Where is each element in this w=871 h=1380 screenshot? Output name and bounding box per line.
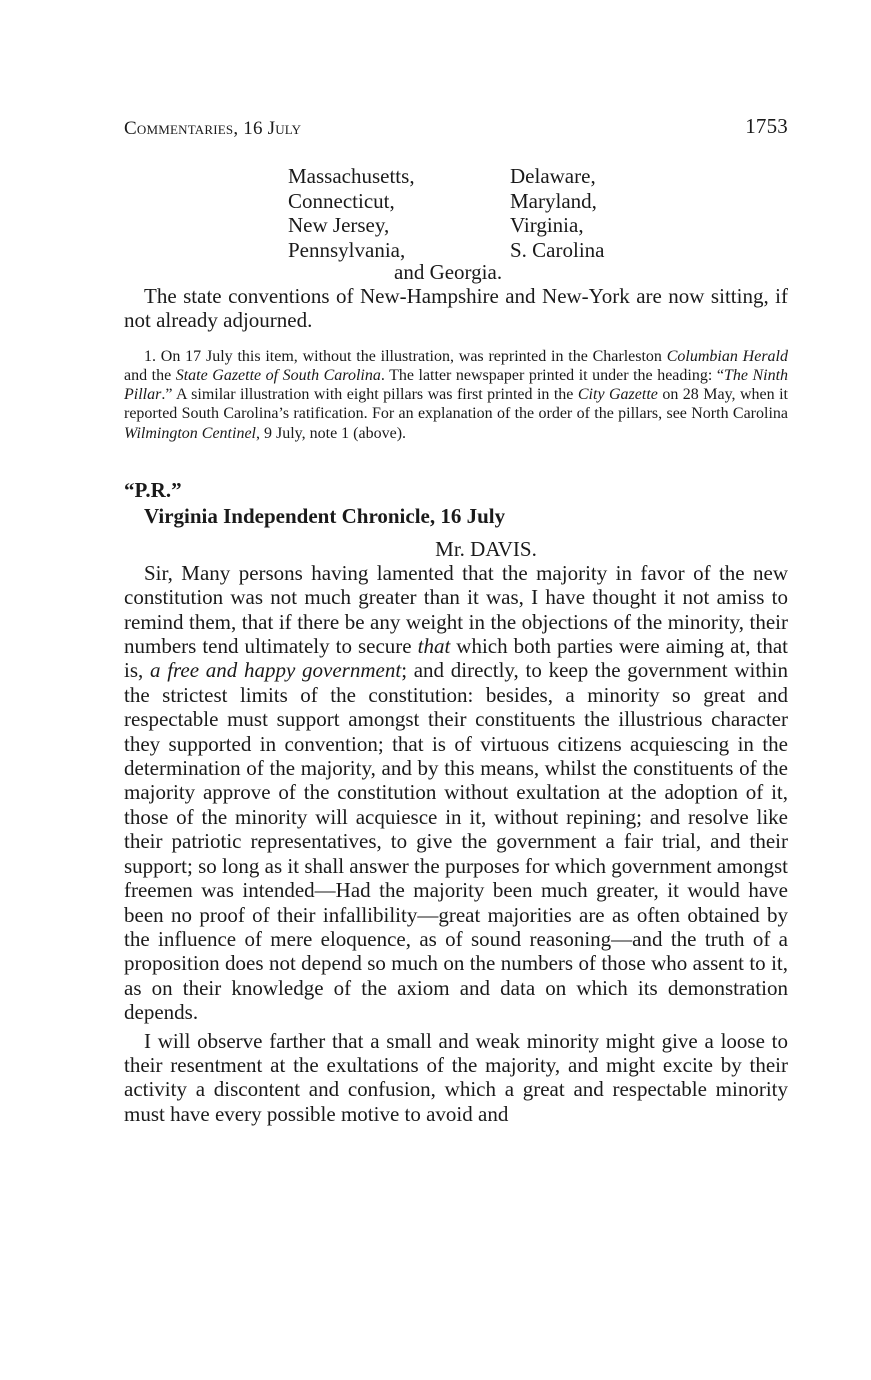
states-list: [124, 164, 788, 284]
states-column-left: [288, 164, 415, 262]
state-item: Connecticut,: [288, 188, 395, 213]
state-item: Virginia,: [510, 213, 584, 237]
state-item: Pennsylvania,: [288, 237, 406, 262]
section-source: Virginia Independent Chronicle, 16 July: [144, 503, 506, 528]
salutation: Mr. DAVIS.: [435, 536, 537, 561]
states-column-right: [510, 164, 605, 262]
closing-paragraph: The state conventions of New-Hampshire and New-York are now sitting, if not already adjourned.: [124, 284, 788, 333]
state-item: Massachusetts,: [288, 164, 415, 188]
letter-paragraph-1: Sir, Many persons having lamented that the majority in favor of the new constitution was not much greater than it was, I have thought it not amiss to remind them, that if there be any weight in the objections of the minority, their numbers tend ultimately to secure that which both parties were aiming at, that is, a free and happy government; and directly, to keep the government within the strictest limits of the constitution: besides, a minority so great and respectable must support amongst their constituents the illustrious character they supported in convention; that is of virtuous citizens acquiescing in the determination of the majority, and by this means, whilst the constituents of the majority approve of the constitution without exultation at the adoption of it, those of the minority will acquiesce in it, without repining; and resolve like their patriotic representatives, to give the government a fair trial, and their support; so long as it shall answer the purposes for which government amongst freemen was intended—Had the majority been much greater, it would have been no proof of their infallibility—great majorities are as often obtained by the influence of mere eloquence, as of sound reasoning—and the truth of a proposition does not depend so much on the numbers of those who assent to it, as on their knowledge of the axiom and data on which its demonstration depends.: [124, 560, 788, 1025]
state-item: S. Carolina: [510, 237, 605, 262]
footnote: 1. On 17 July this item, without the illustration, was reprinted in the Charleston Columbian Herald and the State Gazette of South Carolina. The latter newspaper printed it under the heading: “The Ninth Pillar.” A similar illustration with eight pillars was first printed in the City Gazette on 28 May, when it reported South Carolina’s ratification. For an explanation of the order of the pillars, see North Carolina Wilmington Centinel, 9 July, note 1 (above).: [124, 347, 789, 442]
running-head: [124, 112, 788, 148]
section-heading: [124, 477, 788, 529]
section-author: “P.R.”: [124, 477, 182, 502]
state-item: Delaware,: [510, 164, 596, 188]
running-head-title: Commentaries, 16 July: [124, 118, 302, 139]
state-item: New Jersey,: [288, 213, 390, 237]
letter-paragraph-2: I will observe farther that a small and weak minority might give a loose to their resentment at the exultations of the majority, and might excite by their activity a discontent and confusion, which a great and respectable minority must have every possible motive to avoid and: [124, 1028, 788, 1126]
document-page: [124, 112, 788, 1126]
page-number: 1753: [745, 114, 788, 138]
state-item-last: and Georgia.: [394, 260, 503, 284]
state-item: Maryland,: [510, 188, 597, 213]
